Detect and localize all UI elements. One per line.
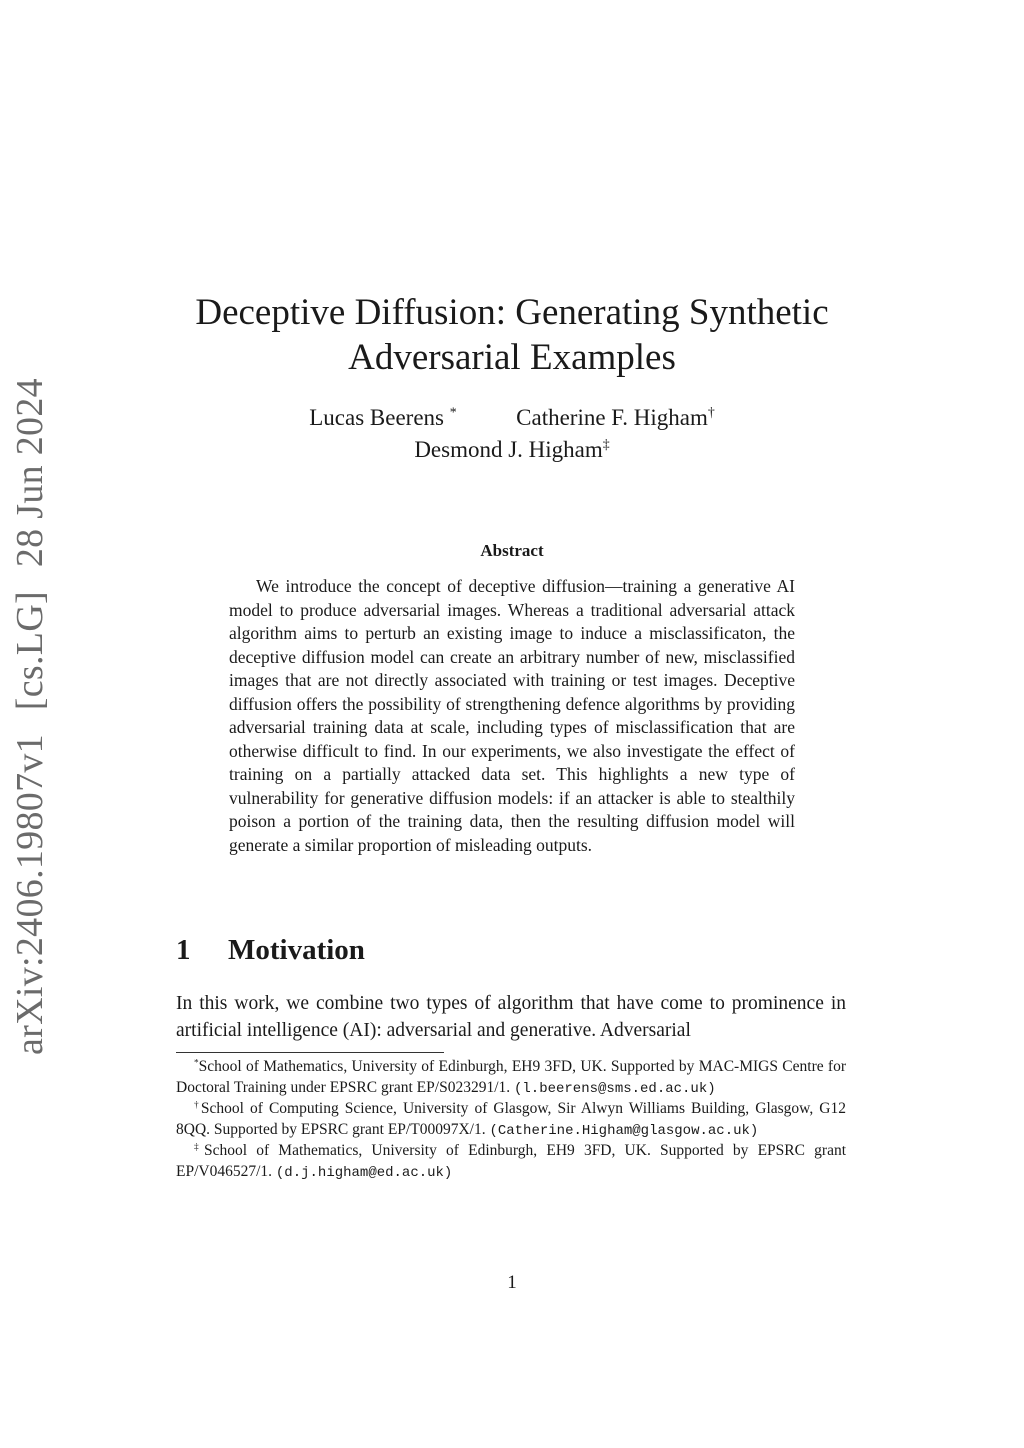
page-number: 1 [507, 1272, 517, 1293]
arxiv-date: 28 Jun 2024 [9, 378, 51, 568]
footnote [176, 1099, 846, 1141]
title-line-1: Deceptive Diffusion: Generating Synthetic [195, 292, 829, 333]
footnote-mark: ‡ [194, 1142, 204, 1153]
abstract-heading: Abstract [480, 541, 544, 560]
author-mark: * [449, 404, 457, 420]
abstract-text: We introduce the concept of deceptive diffusion—training a generative AI model to produce adversarial images. Whereas a traditional adversarial attack algorithm aims to perturb an existing image to induce a misclassificaton, the deceptive diffusion model can create an arbitrary number of new, misclassified images that are not directly associated with training or test images. Deceptive diffusion offers the possibility of strengthening defence algorithms by providing adversarial training data at scale, including types of misclassification that are otherwise difficult to find. In our experiments, we also investigate the effect of training on a partially attacked data set. This highlights a new type of vulnerability for generative diffusion models: if an attacker is able to stealthily poison a portion of the training data, then the resulting diffusion model will generate a similar proportion of misleading outputs. [229, 576, 795, 855]
arxiv-id: arXiv:2406.19807v1 [9, 734, 51, 1055]
footnote-email-link[interactable]: (l.beerens@sms.ed.ac.uk) [514, 1080, 716, 1097]
author-row-1 [0, 402, 1024, 434]
footnote-rule [176, 1052, 444, 1053]
section-heading [176, 934, 365, 967]
footnote-email-link[interactable]: (Catherine.Higham@glasgow.ac.uk) [489, 1122, 759, 1139]
author-name: Lucas Beerens [309, 405, 444, 430]
footnote-text: School of Mathematics, University of Edinburgh, EH9 3FD, UK. Supported by EPSRC grant EP/V046527/1. [176, 1142, 847, 1180]
section-title: Motivation [228, 934, 365, 966]
paper-title [0, 290, 1024, 380]
footnote [176, 1057, 846, 1099]
arxiv-identifier-stamp [8, 378, 52, 1055]
title-line-2: Adversarial Examples [348, 337, 676, 378]
section-number: 1 [176, 934, 191, 966]
footnote [176, 1141, 846, 1183]
footnote-text: School of Mathematics, University of Edinburgh, EH9 3FD, UK. Supported by MAC-MIGS Centre for Doctoral Training under EPSRC grant EP/S023291/1. [176, 1058, 846, 1096]
author-block [0, 402, 1024, 466]
author-name: Catherine F. Higham [516, 405, 708, 430]
author-mark: ‡ [602, 436, 610, 452]
footnotes [176, 1057, 846, 1183]
footnote-mark: † [194, 1100, 201, 1111]
author-name: Desmond J. Higham [414, 437, 603, 462]
body-paragraph: In this work, we combine two types of algorithm that have come to prominence in artificial intelligence (AI): adversarial and generative. Adversarial [176, 993, 846, 1041]
footnote-mark: * [194, 1058, 199, 1069]
footnote-text: School of Computing Science, University of Glasgow, Sir Alwyn Williams Building, Glasgow, G12 8QQ. Supported by EPSRC grant EP/T00097X/1. [176, 1100, 846, 1138]
author-mark: † [707, 404, 715, 420]
footnote-email-link[interactable]: (d.j.higham@ed.ac.uk) [275, 1164, 453, 1181]
arxiv-category: [cs.LG] [9, 590, 51, 711]
author-row-2 [0, 434, 1024, 466]
